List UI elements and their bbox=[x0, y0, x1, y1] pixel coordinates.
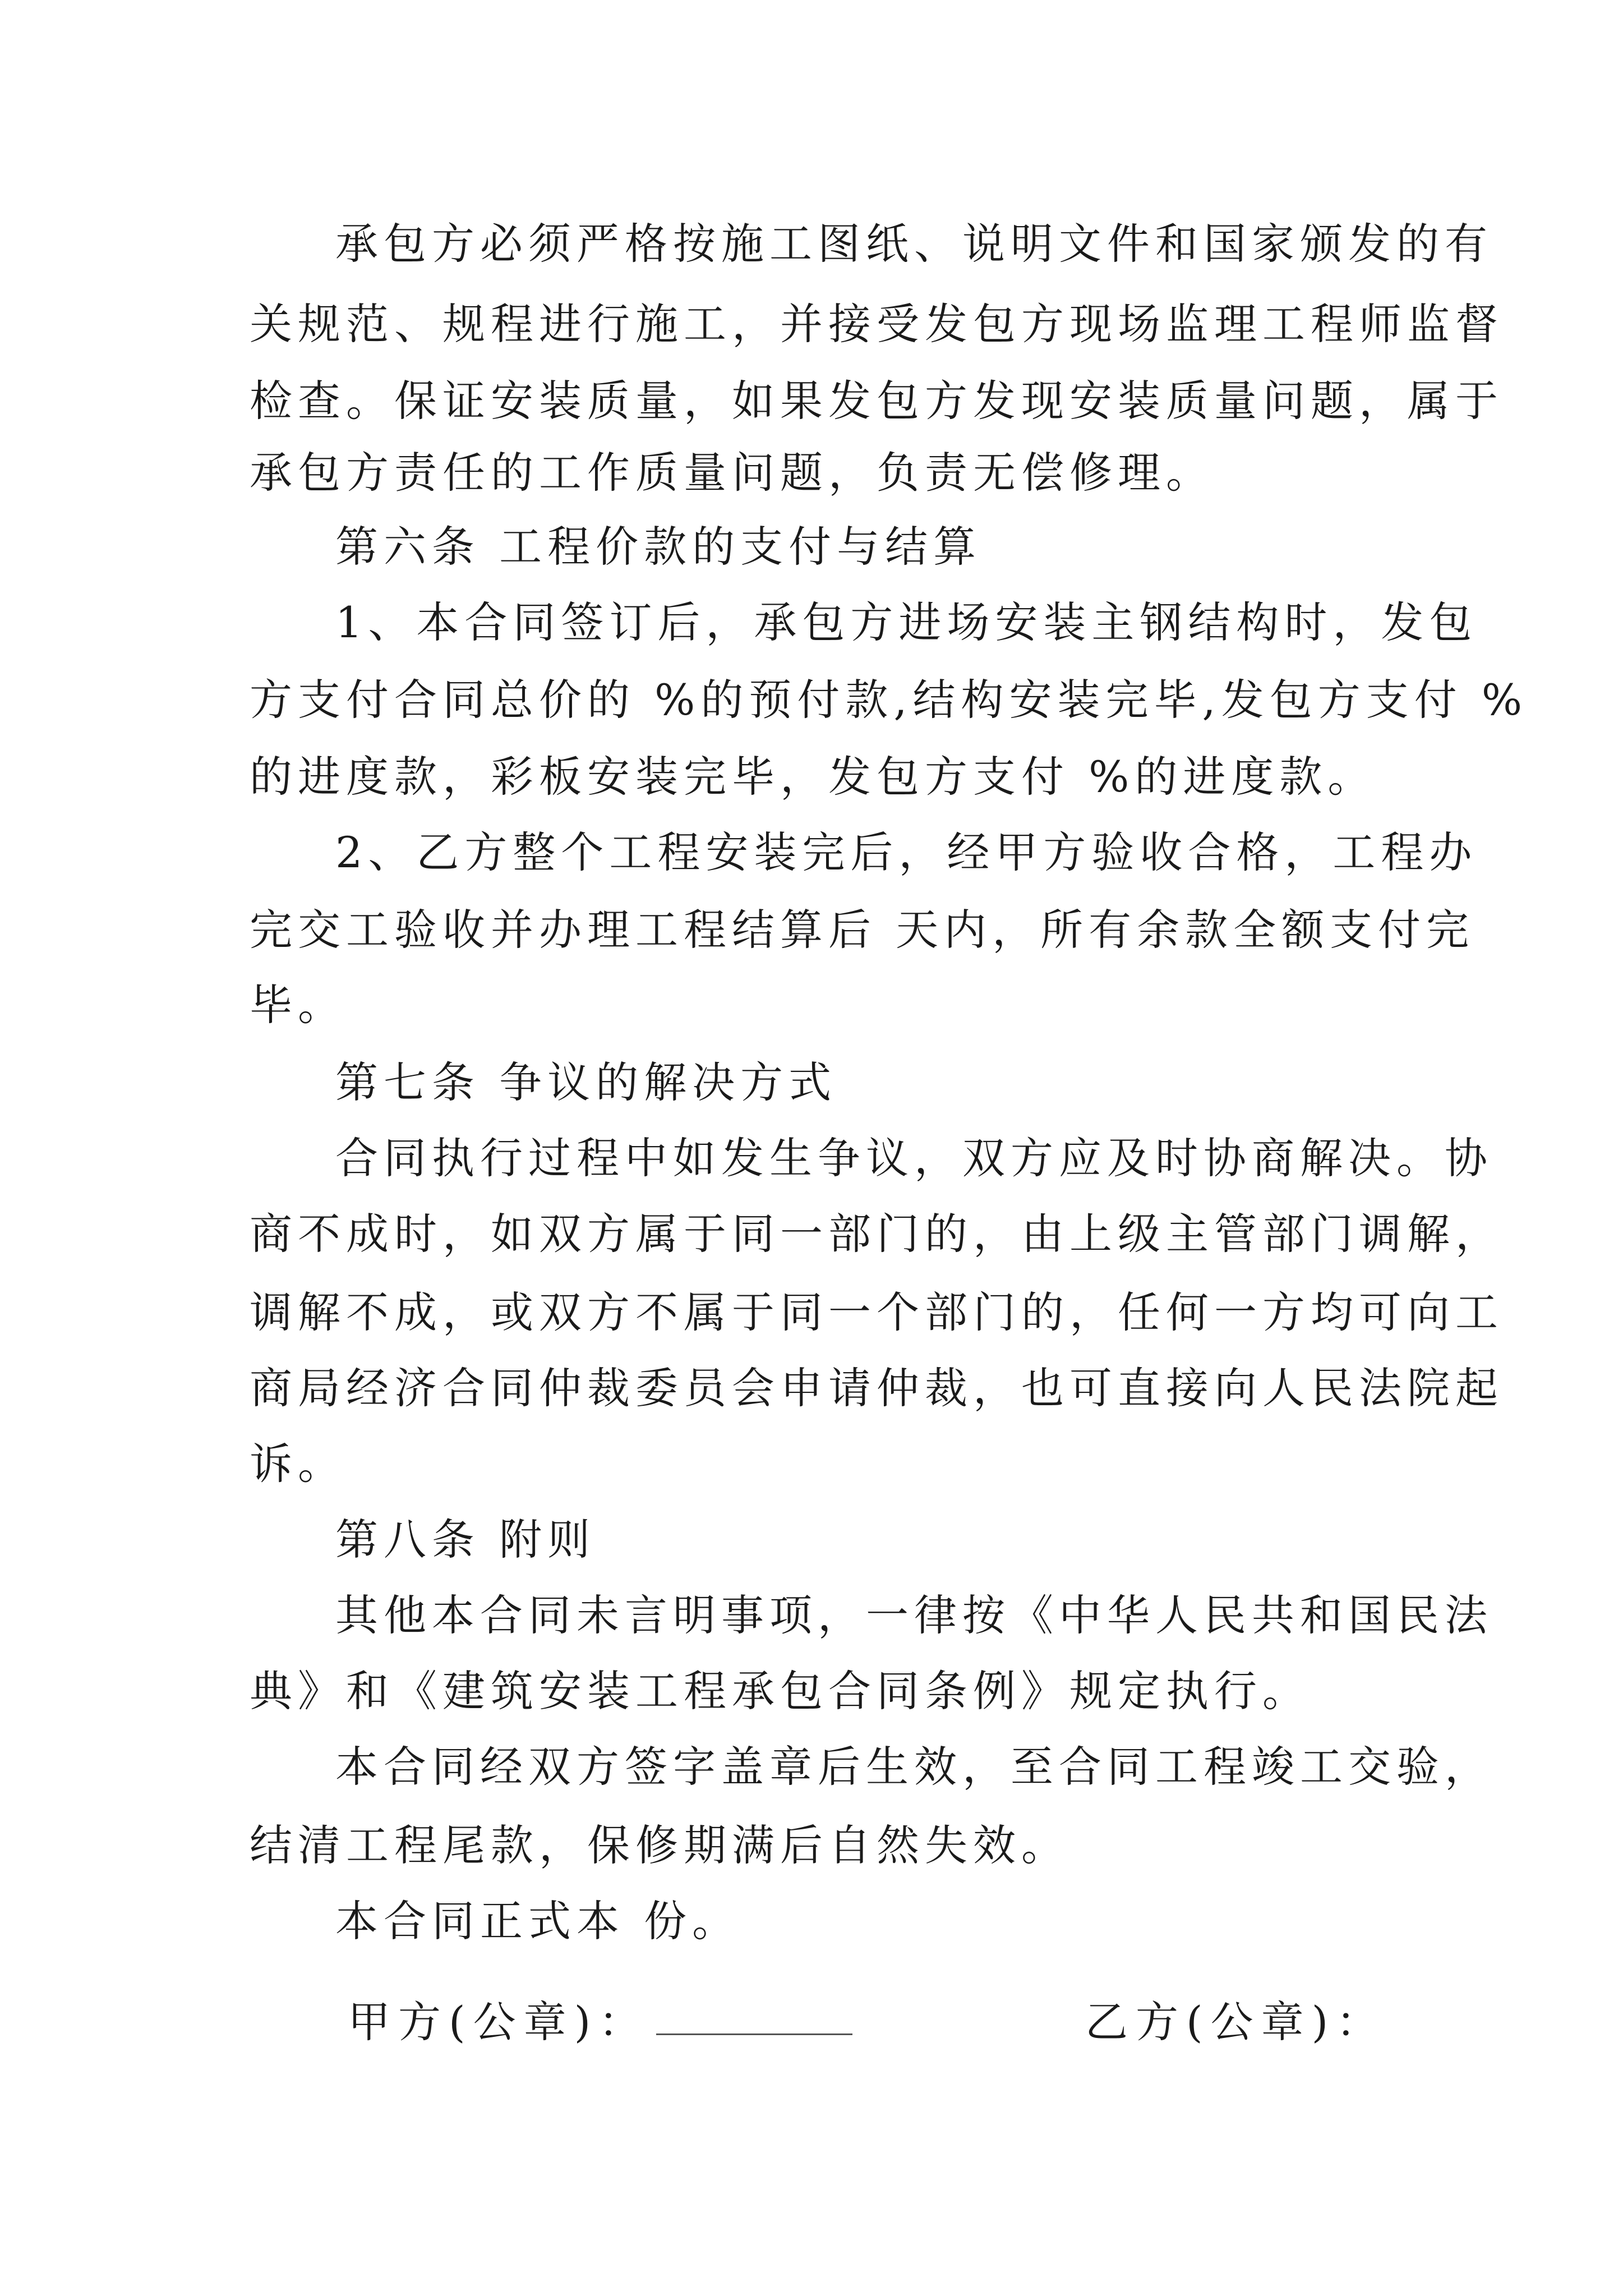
text-line: 毕。 bbox=[250, 980, 346, 1030]
text-line: 方支付合同总价的 %的预付款,结构安装完毕,发包方支付 % bbox=[250, 675, 1528, 725]
text-line: 本合同经双方签字盖章后生效，至合同工程竣工交验， bbox=[335, 1742, 1493, 1792]
text-line: 的进度款，彩板安装完毕，发包方支付 %的进度款。 bbox=[250, 752, 1376, 802]
text-line: 承包方必须严格按施工图纸、说明文件和国家颁发的有 bbox=[335, 219, 1493, 269]
text-line: 1、本合同签订后，承包方进场安装主钢结构时，发包 bbox=[335, 597, 1478, 647]
text-line: 合同执行过程中如发生争议，双方应及时协商解决。协 bbox=[335, 1133, 1493, 1183]
text-line: 本合同正式本 份。 bbox=[335, 1896, 741, 1946]
text-line: 商不成时，如双方属于同一部门的，由上级主管部门调解， bbox=[250, 1209, 1504, 1259]
section-heading-8: 第八条 附则 bbox=[335, 1515, 596, 1565]
party-a-seal-label: 甲方(公章)： bbox=[348, 1997, 649, 2047]
section-heading-7: 第七条 争议的解决方式 bbox=[335, 1057, 837, 1107]
party-a-signature-blank bbox=[656, 2033, 852, 2035]
section-heading-6: 第六条 工程价款的支付与结算 bbox=[335, 522, 982, 572]
text-line: 检查。保证安装质量，如果发包方发现安装质量问题，属于 bbox=[250, 376, 1504, 426]
text-line: 承包方责任的工作质量问题，负责无偿修理。 bbox=[250, 448, 1214, 498]
text-line: 其他本合同未言明事项，一律按《中华人民共和国民法 bbox=[335, 1590, 1493, 1640]
text-line: 关规范、规程进行施工，并接受发包方现场监理工程师监督 bbox=[250, 299, 1504, 349]
text-line: 完交工验收并办理工程结算后 天内，所有余款全额支付完 bbox=[250, 905, 1475, 955]
party-b-seal-label: 乙方(公章)： bbox=[1085, 1997, 1387, 2047]
text-line: 结清工程尾款，保修期满后自然失效。 bbox=[250, 1820, 1069, 1870]
text-line: 诉。 bbox=[250, 1439, 346, 1489]
text-line: 典》和《建筑安装工程承包合同条例》规定执行。 bbox=[250, 1666, 1311, 1716]
text-line: 商局经济合同仲裁委员会申请仲裁，也可直接向人民法院起 bbox=[250, 1363, 1504, 1413]
text-line: 调解不成，或双方不属于同一个部门的，任何一方均可向工 bbox=[250, 1287, 1504, 1337]
text-line: 2、乙方整个工程安装完后，经甲方验收合格，工程办 bbox=[335, 827, 1478, 877]
